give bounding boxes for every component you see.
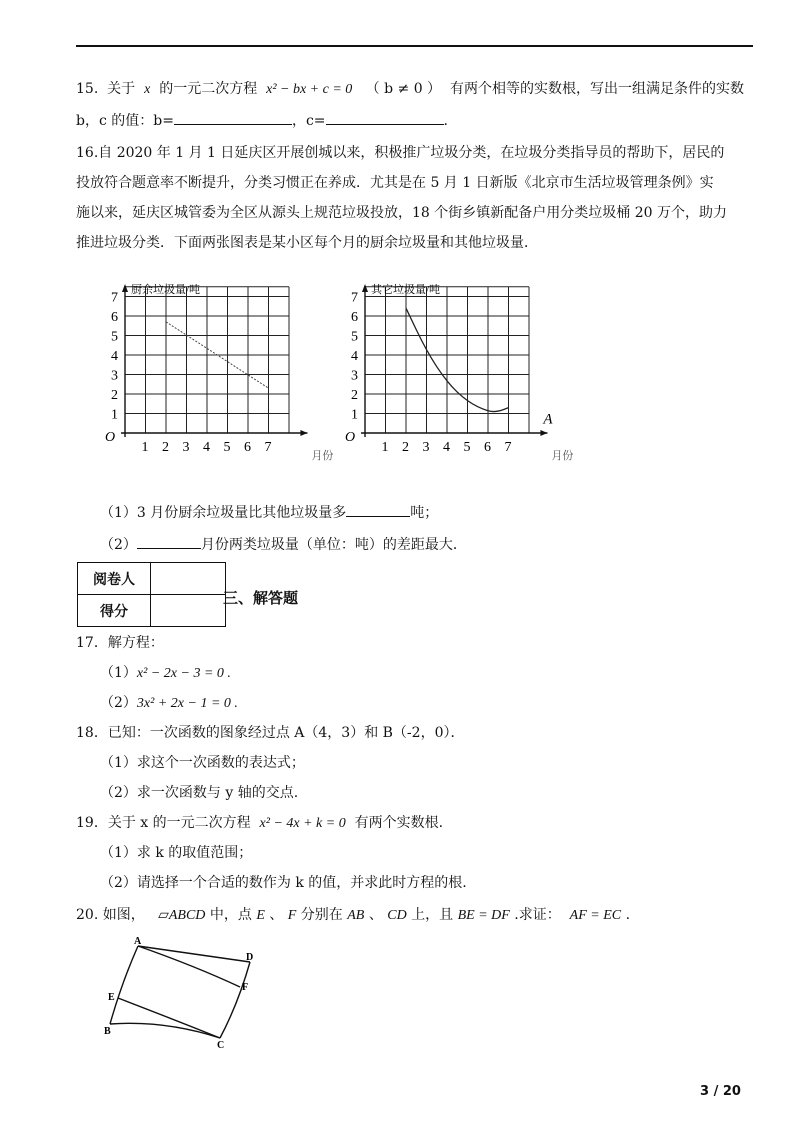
x-tick-label: 1 [141, 440, 149, 455]
header-rule [76, 45, 753, 47]
label-e: E [108, 992, 115, 1003]
q16-sub2: （2） 月份两类垃圾量（单位：吨）的差距最大． [100, 534, 467, 554]
y-tick-label: 6 [111, 310, 118, 325]
y-tick-label: 7 [351, 290, 358, 306]
x-tick-label: 2 [402, 440, 409, 455]
q16-sub1: （1）3 月份厨余垃圾量比其他垃圾量多 吨； [100, 502, 438, 522]
y-tick-label: 3 [111, 368, 118, 384]
y-axis-label: 厨余垃圾量/吨 [131, 284, 201, 296]
q19-equation: x² − 4x + k = 0 [259, 816, 346, 831]
q16-blank-1[interactable] [346, 502, 410, 517]
y-tick-label: 5 [111, 329, 118, 345]
x-tick-label: 5 [463, 440, 471, 455]
side-dc [220, 962, 250, 1038]
q17-title: 17．解方程： [76, 635, 164, 651]
y-tick-label: 2 [111, 388, 118, 403]
x-axis-arrow [300, 430, 307, 436]
y-tick-label: 1 [111, 407, 118, 423]
y-axis-arrow [362, 284, 368, 292]
segment-af [138, 946, 240, 987]
score-table [77, 562, 226, 627]
y-tick-label: 5 [351, 329, 358, 345]
score-cell-reviewer[interactable] [151, 563, 226, 595]
q20-figure [100, 932, 270, 1052]
label-a: A [134, 936, 142, 947]
y-tick-label: 4 [111, 349, 118, 364]
y-tick-label: 3 [351, 368, 358, 384]
q15-blank-c[interactable] [326, 110, 444, 125]
x-tick-label: 4 [443, 440, 450, 455]
q20-line: 20. 如图， ▱ABCD 中，点 E 、 F 分别在 AB 、 CD 上，且 BE = DF .求证： AF = EC . [76, 907, 631, 923]
y-tick-label: 4 [351, 349, 358, 364]
q17-sub2: （2）3x² + 2x − 1 = 0 . [100, 695, 238, 711]
label-d: D [246, 952, 254, 963]
q15-line1: 15. 关于 x 的一元二次方程 x² − bx + c = 0 （ b ≠ 0 ） 有两个相等的实数根，写出一组满足条件的实数 [76, 81, 744, 97]
section-title: 三、解答题 [223, 589, 299, 607]
y-tick-label: 1 [351, 407, 358, 423]
series-curve [406, 308, 509, 411]
point-label-a: A [543, 411, 553, 428]
label-b: B [104, 1026, 111, 1037]
x-axis-arrow [540, 430, 547, 436]
x-tick-label: 6 [484, 440, 491, 455]
origin-label: O [105, 430, 116, 445]
q15-blank-b[interactable] [174, 110, 292, 125]
q16-paragraph: 16.自 2020 年 1 月 1 日延庆区开展创城以来，积极推广垃圾分类，在垃圾分类指导员的帮助下，居民的 投放符合题意率不断提升，分类习惯正在养成．尤其是在 5 月 1 日新版《北京市生活垃圾管理条例》实 施以来，延庆区城管委为全区从源头上规范垃圾投放，18 个街乡镇新配备户用分类垃圾桶 20 万个，助力 推进垃圾分类．下面两张图表是某小区每个月的厨余垃圾量和其他垃圾量． [76, 145, 727, 251]
q17-sub1: （1）x² − 2x − 3 = 0 . [100, 665, 231, 681]
x-tick-label: 3 [422, 440, 430, 455]
q18-sub1: （1）求这个一次函数的表达式； [100, 755, 305, 771]
score-label-reviewer: 阅卷人 [78, 563, 151, 595]
q19-line: 19．关于 x 的一元二次方程 x² − 4x + k = 0 有两个实数根. [76, 815, 444, 831]
q18-line: 18．已知：一次函数的图象经过点 A（4，3）和 B（-2，0）． [76, 725, 465, 741]
y-tick-label: 6 [351, 310, 358, 325]
chart-other-waste [340, 276, 580, 476]
y-tick-label: 2 [351, 388, 358, 403]
q18-sub2: （2）求一次函数与 y 轴的交点. [100, 785, 299, 801]
label-f: F [242, 982, 249, 993]
side-ad [138, 946, 250, 962]
page-number: 3 / 20 [700, 1084, 741, 1099]
x-tick-label: 1 [381, 440, 389, 455]
x-tick-label: 4 [203, 440, 210, 455]
score-cell-score[interactable] [151, 595, 226, 627]
y-axis-arrow [122, 284, 128, 292]
y-tick-label: 7 [111, 290, 118, 306]
origin-label: O [345, 430, 356, 445]
x-axis-label: 月份 [311, 450, 334, 462]
side-bc [110, 1023, 220, 1038]
score-label-score: 得分 [78, 595, 151, 627]
x-tick-label: 5 [223, 440, 231, 455]
label-c: C [217, 1040, 225, 1051]
segment-ec [118, 998, 220, 1038]
x-tick-label: 2 [162, 440, 169, 455]
q15-equation: x² − bx + c = 0 [266, 82, 353, 97]
q16-blank-2[interactable] [137, 534, 201, 549]
side-ab [110, 946, 138, 1024]
q19-sub1: （1）求 k 的取值范围； [100, 845, 253, 861]
x-tick-label: 6 [244, 440, 251, 455]
y-axis-label: 其它垃圾量/吨 [371, 284, 441, 296]
chart-food-waste [100, 276, 340, 476]
q15-line2: b，c 的值：b= ，c= . [76, 110, 448, 130]
x-tick-label: 3 [182, 440, 190, 455]
x-axis-label: 月份 [551, 450, 574, 462]
q19-sub2: （2）请选择一个合适的数作为 k 的值，并求此时方程的根. [100, 875, 467, 891]
x-tick-label: 7 [264, 440, 272, 455]
x-tick-label: 7 [504, 440, 512, 455]
